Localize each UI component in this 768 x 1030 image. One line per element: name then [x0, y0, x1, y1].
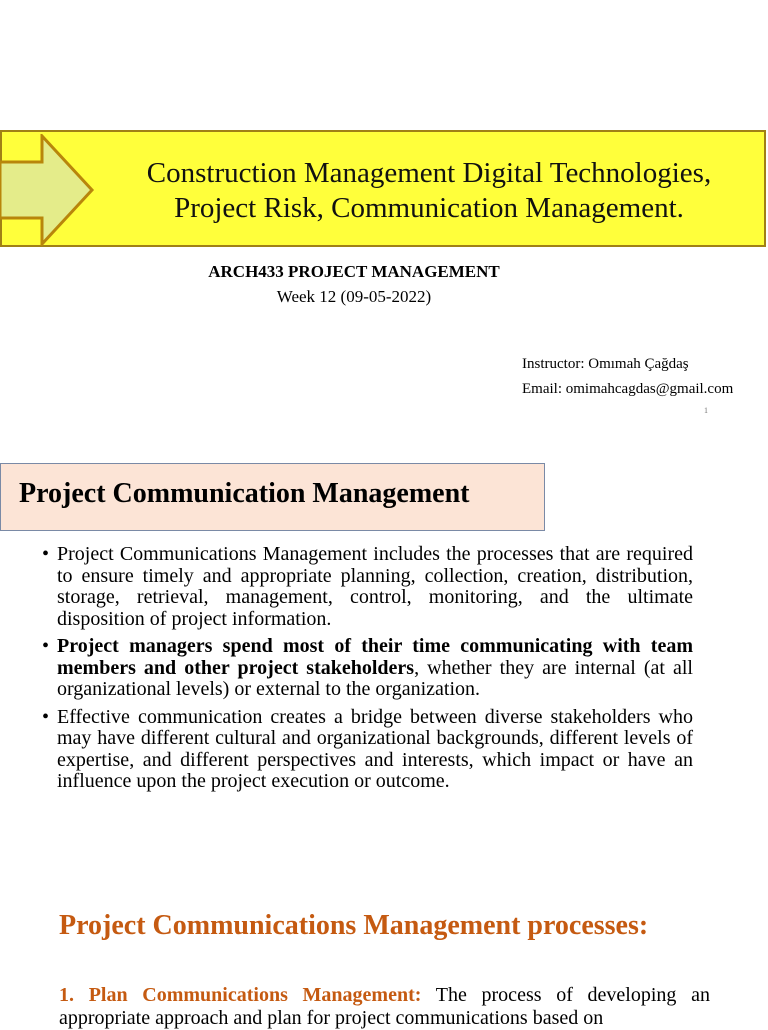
process-item-label: 1. Plan Communications Management:: [59, 984, 422, 1006]
bullet-dot-icon: •: [42, 705, 50, 728]
week-date: Week 12 (09-05-2022): [276, 287, 432, 306]
bullet-list: [42, 544, 693, 799]
bullet-item: [42, 707, 693, 793]
bullet-text: , whether they are internal (at all organizational levels) or external to the organization.: [57, 656, 693, 700]
processes-heading: Project Communications Management processes:: [59, 910, 649, 941]
banner-title-line2: Project Risk, Communication Management.: [174, 192, 684, 224]
bullet-item: [42, 544, 693, 630]
slide-number: 1: [704, 406, 708, 415]
process-item-text: The process of developing an appropriate approach and plan for project communications based on: [59, 984, 710, 1029]
section-title-box: [0, 463, 545, 531]
bullet-dot-icon: •: [42, 635, 50, 657]
course-code: ARCH433 PROJECT MANAGEMENT: [208, 262, 500, 281]
right-arrow-icon: [0, 134, 96, 246]
bullet-text: Project Communications Management includes the processes that are required to ensure timely and appropriate planning, collection, creation, distribution, storage, retrieval, management, control, monitoring, and the ultimate disposition of project information.: [57, 543, 693, 630]
banner-title-line1: Construction Management Digital Technologies,: [146, 157, 712, 189]
title-banner: [0, 130, 766, 247]
process-item-plan: [59, 984, 710, 1030]
section-title: Project Communication Management: [19, 478, 470, 509]
banner-title: [94, 156, 764, 226]
bullet-bold-text: Project managers spend most of their time communicating with team members and other project stakeholders: [57, 635, 693, 679]
instructor-name: Instructor: Omımah Çağdaş: [522, 356, 689, 372]
bullet-text: Effective communication creates a bridge between diverse stakeholders who may have different cultural and organizational backgrounds, different levels of expertise, and different perspectives and interests, which impact or have an influence upon the project execution or outcome.: [57, 705, 693, 792]
bullet-item: [42, 636, 693, 701]
bullet-dot-icon: •: [42, 543, 50, 565]
instructor-email: Email: omimahcagdas@gmail.com: [522, 381, 734, 397]
